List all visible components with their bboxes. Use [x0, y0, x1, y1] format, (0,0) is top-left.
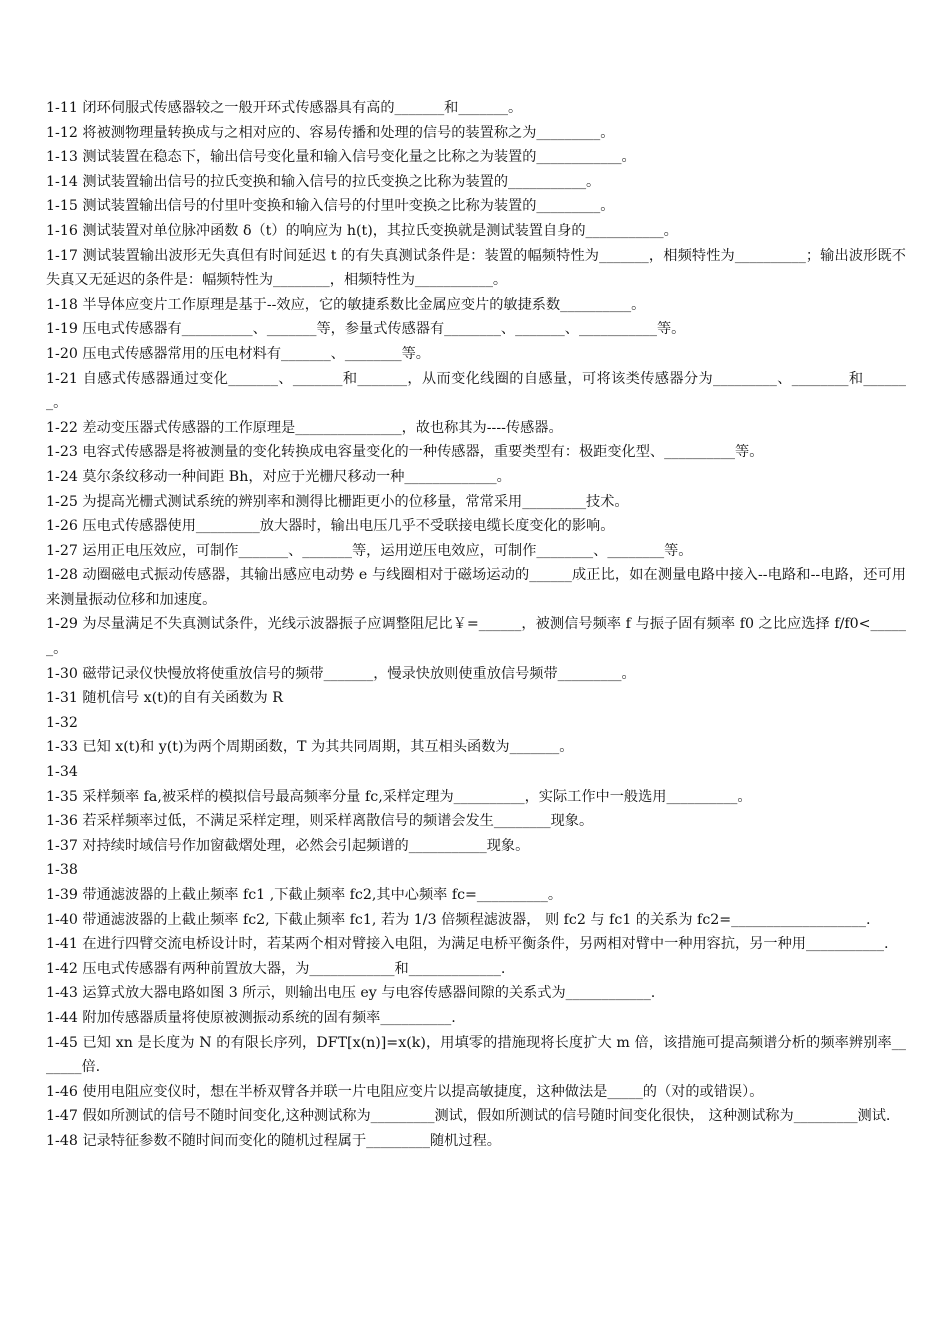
question-1-37: 1-37 对持续时域信号作加窗截熠处理，必然会引起频谱的___________现象。: [46, 837, 530, 854]
question-1-22: 1-22 差动变压器式传感器的工作原理是_______________，故也称其为----传感器。: [46, 419, 563, 436]
question-1-13: 1-13 测试装置在稳态下，输出信号变化量和输入信号变化量之比称之为装置的____________。: [46, 149, 636, 166]
question-1-16: 1-16 测试装置对单位脉冲函数 δ（t）的响应为 h(t)，其拉氏变换就是测试装置自身的___________。: [46, 222, 678, 239]
question-1-47: 1-47 假如所测试的信号不随时间变化,这种测试称为_________测试，假如所测试的信号随时间变化很快， 这种测试称为_________测试.: [46, 1108, 891, 1125]
question-1-25: 1-25 为提高光栅式测试系统的辨别率和测得比栅距更小的位移量，常常采用_________技术。: [46, 493, 629, 510]
question-1-40: 1-40 带通滤波器的上截止频率 fc2, 下截止频率 fc1, 若为 1/3 倍频程滤波器， 则 fc2 与 fc1 的关系为 fc2=___________________.: [46, 911, 871, 928]
question-1-31: 1-31 随机信号 x(t)的自有关函数为 R: [46, 690, 283, 707]
question-1-39: 1-39 带通滤波器的上截止频率 fc1 ,下截止频率 fc2,其中心频率 fc=__________。: [46, 887, 563, 903]
question-1-29: 1-29 为尽量满足不失真测试条件，光线示波器振子应调整阻尼比￥=______，被测信号频率 f 与振子固有频率 f0 之比应选择 f/f0<______。: [46, 616, 906, 658]
question-1-19: 1-19 压电式传感器有__________、_______等，参量式传感器有________、_______、___________等。: [46, 321, 686, 338]
question-1-18: 1-18 半导体应变片工作原理是基于--效应，它的敏捷系数比金属应变片的敏捷系数__________。: [46, 296, 646, 313]
question-1-23: 1-23 电容式传感器是将被测量的变化转换成电容量变化的一种传感器，重要类型有：极距变化型、__________等。: [46, 444, 764, 461]
question-1-32: 1-32: [46, 714, 78, 731]
question-1-15: 1-15 测试装置输出信号的付里叶变换和输入信号的付里叶变换之比称为装置的_________。: [46, 198, 615, 215]
question-1-46: 1-46 使用电阻应变仪时，想在半桥双臂各并联一片电阻应变片以提高敏捷度，这种做法是_____的（对的或错误）。: [46, 1083, 764, 1100]
question-1-42: 1-42 压电式传感器有两种前置放大器，为____________和_____________.: [46, 960, 506, 977]
question-1-12: 1-12 将被测物理量转换成与之相对应的、容易传播和处理的信号的装置称之为_________。: [46, 124, 615, 141]
question-1-41: 1-41 在进行四臂交流电桥设计时，若某两个相对臂接入电阻，为满足电桥平衡条件，另两相对臂中一种用容抗，另一种用___________.: [46, 936, 889, 953]
question-1-34: 1-34: [46, 764, 78, 781]
question-1-43: 1-43 运算式放大器电路如图 3 所示，则输出电压 ey 与电容传感器间隙的关系式为____________.: [46, 985, 656, 1002]
question-1-11: 1-11 闭环伺服式传感器较之一般开环式传感器具有高的_______和_______。: [46, 100, 523, 116]
document-body: [46, 96, 906, 1154]
question-1-21: 1-21 自感式传感器通过变化_______、_______和_______，从而变化线圈的自感量，可将该类传感器分为_________、________和_______。: [46, 370, 906, 412]
question-1-38: 1-38: [46, 862, 78, 879]
question-1-33: 1-33 已知 x(t)和 y(t)为两个周期函数，T 为其共同周期，其互相头函数为_______。: [46, 739, 574, 756]
question-1-35: 1-35 采样频率 fa,被采样的模拟信号最高频率分量 fc,采样定理为__________，实际工作中一般选用__________。: [46, 788, 752, 805]
question-1-30: 1-30 磁带记录仪快慢放将使重放信号的频带_______，慢录快放则使重放信号频带_________。: [46, 665, 636, 682]
question-1-45: 1-45 已知 xn 是长度为 N 的有限长序列，DFT[x(n)]=x(k)，用填零的措施现将长度扩大 m 倍，该措施可提高频谱分析的频率辨别率_______倍.: [46, 1034, 906, 1076]
question-1-26: 1-26 压电式传感器使用_________放大器时，输出电压几乎不受联接电缆长度变化的影响。: [46, 518, 615, 535]
question-1-24: 1-24 莫尔条纹移动一种间距 Bh，对应于光栅尺移动一种_____________。: [46, 468, 511, 485]
question-1-44: 1-44 附加传感器质量将使原被测振动系统的固有频率__________.: [46, 1009, 456, 1026]
question-1-20: 1-20 压电式传感器常用的压电材料有_______、________等。: [46, 345, 430, 362]
question-1-28: 1-28 动圈磁电式振动传感器，其输出感应电动势 e 与线圈相对于磁场运动的______成正比，如在测量电路中接入--电路和--电路，还可用来测量振动位移和加速度。: [46, 567, 906, 608]
question-1-14: 1-14 测试装置输出信号的拉氏变换和输入信号的拉氏变换之比称为装置的___________。: [46, 173, 601, 190]
question-1-36: 1-36 若采样频率过低，不满足采样定理，则采样离散信号的频谱会发生________现象。: [46, 813, 594, 830]
question-1-48: 1-48 记录特征参数不随时间而变化的随机过程属于_________随机过程。: [46, 1132, 501, 1149]
question-1-27: 1-27 运用正电压效应，可制作_______、_______等，运用逆压电效应，可制作________、________等。: [46, 542, 693, 559]
question-1-17: 1-17 测试装置输出波形无失真但有时间延迟 t 的有失真测试条件是：装置的幅频特性为_______，相频特性为__________；输出波形既不失真又无延迟的条件是：幅频特性为________，相频特性为___________。: [46, 247, 906, 289]
